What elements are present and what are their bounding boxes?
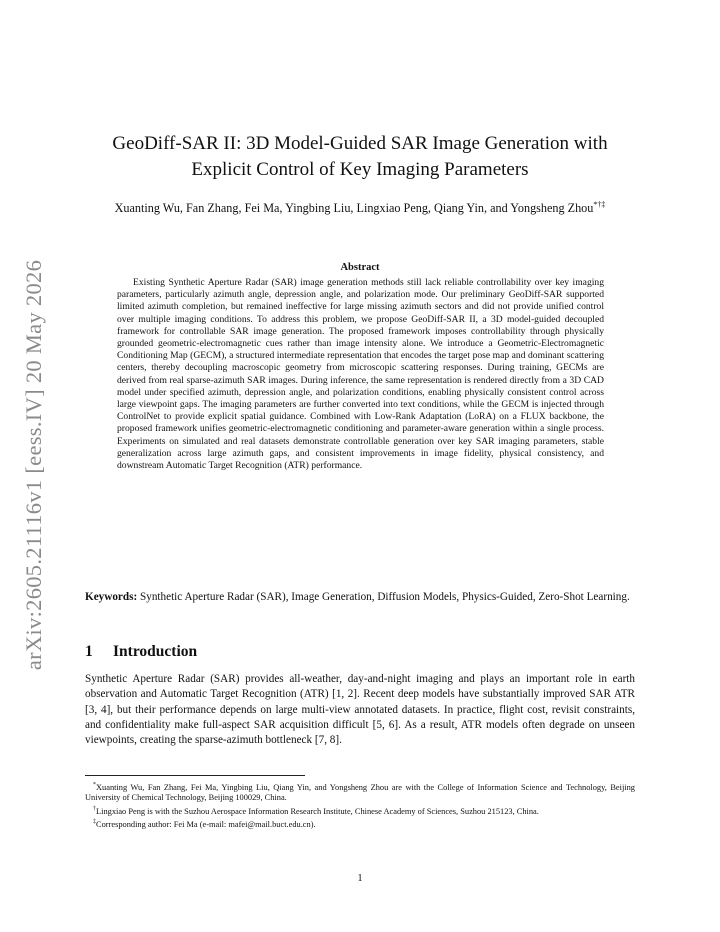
footnote-text: Corresponding author: Fei Ma (e-mail: mafei@mail.buct.edu.cn). xyxy=(96,820,316,830)
footnote-mark: † xyxy=(93,805,96,812)
footnote xyxy=(85,804,635,817)
footnote xyxy=(85,780,635,804)
section-title: Introduction xyxy=(113,643,198,660)
arxiv-identifier: arXiv:2605.21116v1 [eess.IV] 20 May 2026 xyxy=(21,259,46,671)
footnote-mark: * xyxy=(93,782,96,788)
keywords-label: Keywords: xyxy=(85,591,138,603)
section-number: 1 xyxy=(85,643,93,660)
footnote xyxy=(85,817,635,830)
title-line-1: GeoDiff-SAR II: 3D Model-Guided SAR Image Generation with xyxy=(112,133,608,154)
page-number: 1 xyxy=(357,873,363,884)
author-list xyxy=(60,200,660,216)
author-names: Xuanting Wu, Fan Zhang, Fei Ma, Yingbing Liu, Lingxiao Peng, Qiang Yin, and Yongsheng Zhou xyxy=(114,201,594,216)
footnote-mark: ‡ xyxy=(93,819,96,826)
keywords-text: Synthetic Aperture Radar (SAR), Image Generation, Diffusion Models, Physics-Guided, Zero-Shot Learning. xyxy=(140,591,630,603)
footnote-text: Lingxiao Peng is with the Suzhou Aerospace Information Research Institute, Chinese Academy of Sciences, Suzhou 215123, China. xyxy=(96,806,539,816)
introduction-paragraph: Synthetic Aperture Radar (SAR) provides all-weather, day-and-night imaging and plays an important role in earth observation and Automatic Target Recognition (ATR) [1, 2]. Recent deep models have substantially improved SAR ATR [3, 4], but their performance depends on large multi-view annotated datasets. In practice, flight cost, revisit constraints, and confidentiality make full-aspect SAR acquisition difficult [5, 6]. As a result, ATR models often degrade on unseen viewpoints, creating the sparse-azimuth bottleneck [7, 8]. xyxy=(85,673,635,747)
section-heading xyxy=(85,643,197,661)
arxiv-side-label xyxy=(20,250,48,680)
footnote-rule xyxy=(85,775,305,776)
author-marks: *†‡ xyxy=(593,200,606,209)
abstract-heading: Abstract xyxy=(340,262,380,273)
title-line-2: Explicit Control of Key Imaging Parameters xyxy=(191,159,529,180)
footnote-text: Xuanting Wu, Fan Zhang, Fei Ma, Yingbing Liu, Qiang Yin, and Yongsheng Zhou are with the College of Information Science and Technology, Beijing University of Chemical Technology, Beijing 100029, China. xyxy=(85,782,635,803)
footnotes xyxy=(85,780,635,831)
keywords xyxy=(85,590,635,605)
abstract-text: Existing Synthetic Aperture Radar (SAR) image generation methods still lack reliable controllability over key imaging parameters, particularly azimuth angle, depression angle, and polarization mode. Our preliminary GeoDiff-SAR supported limited azimuth completion, but remained ineffective for large missing azimuth sectors and did not provide unified control over multiple imaging conditions. To address this problem, we propose GeoDiff-SAR II, a 3D model-guided decoupled framework for controllable SAR image generation. The proposed framework imposes controllability through physically grounded geometric-electromagnetic cues rather than image intensity alone. We introduce a Geometric-Electromagnetic Conditioning Map (GECM), a structured intermediate representation that encodes the target pose map and dominant scattering centers, thereby decoupling macroscopic geometry from microscopic scattering responses. During training, GECMs are derived from real sparse-azimuth SAR images. During inference, the same representation is rendered directly from a 3D CAD model under specified azimuth, depression angle, and polarization conditions, enabling physically consistent control across large viewpoint gaps. The imaging parameters are further converted into text conditions, while the GECM is injected through ControlNet to provide explicit spatial guidance. Combined with Low-Rank Adaptation (LoRA) on a FLUX backbone, the proposed framework unifies geometric-electromagnetic conditioning and parameter-aware generation within a single process. Experiments on simulated and real datasets demonstrate controllable generation over key SAR imaging parameters, stable generalization across large azimuth gaps, and consistent improvements in image fidelity, physical consistency, and downstream Automatic Target Recognition (ATR) performance. xyxy=(117,277,604,472)
paper-title xyxy=(60,131,660,183)
